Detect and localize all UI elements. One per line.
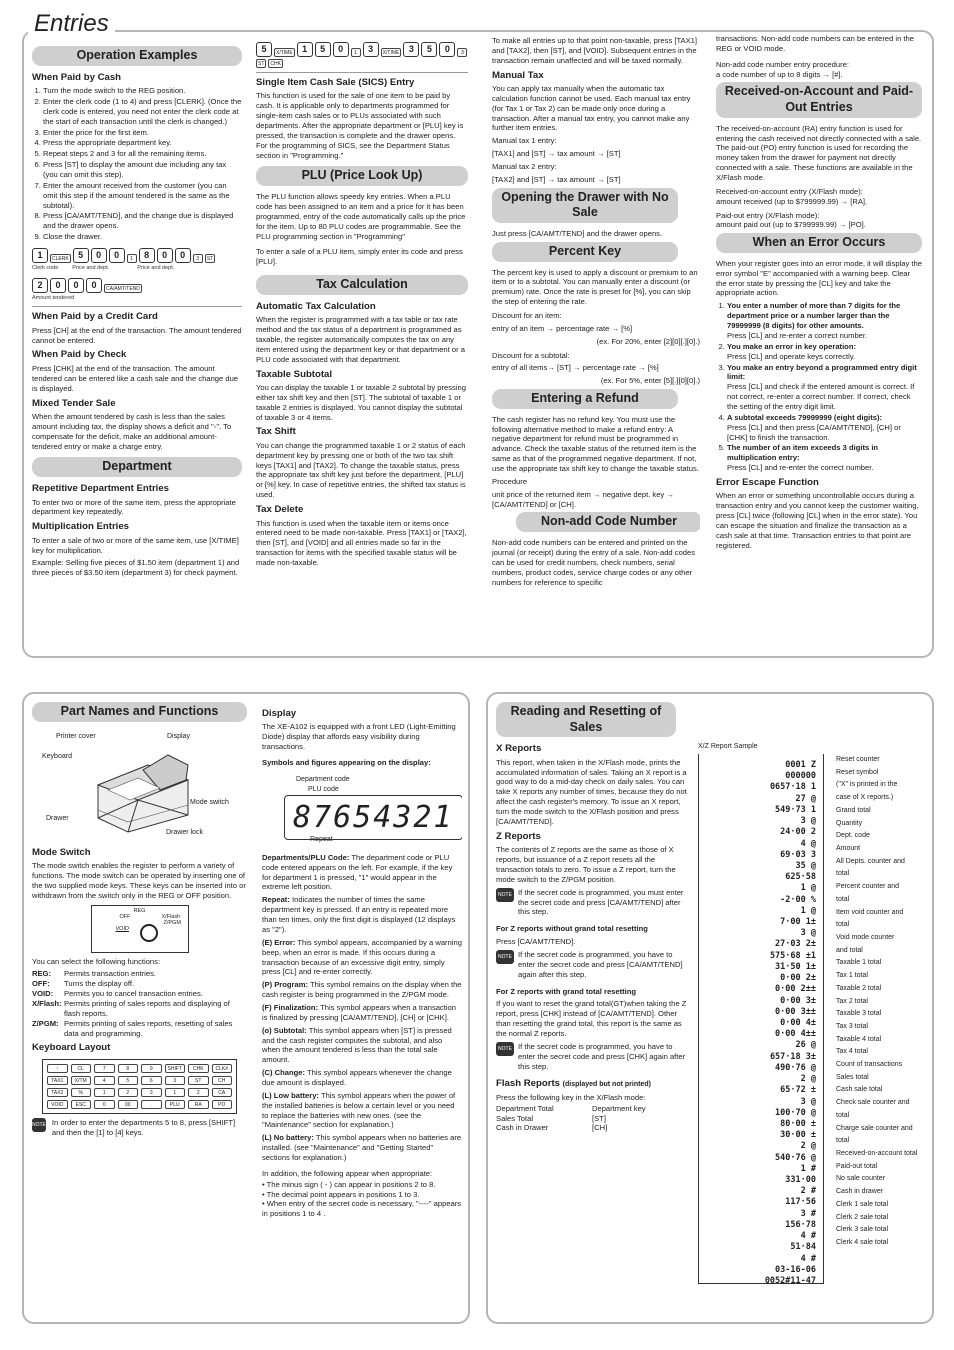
mode-switch-heading: Mode Switch — [32, 846, 91, 858]
section-plu: PLU (Price Look Up) — [256, 166, 468, 186]
rep-heading: Repetitive Department Entries — [32, 483, 170, 495]
display-symbol-list — [262, 853, 462, 1163]
receipt-line: 1 @ — [800, 905, 816, 916]
receipt-line: 625·58 — [785, 872, 816, 883]
error-item: 5. The number of an item exceeds 3 digits in multiplication entry: Press [CL] and re-enter the correct number. — [727, 443, 922, 473]
flash-table: Department Total Department key Sales Total [ST] Cash in Drawer [CH] — [496, 1103, 646, 1133]
note-text: If the secret code is programmed, you must enter the secret code and press [CA/AMT/TEND] after this step. — [518, 887, 684, 917]
display-heading: Display — [262, 708, 297, 719]
receipt-label: ("X" is printed in the — [836, 781, 898, 789]
z-no-gt-text: Press [CA/AMT/TEND]. — [496, 937, 576, 947]
z-gt-heading: For Z reports with grand total resetting — [496, 986, 637, 996]
section-parts: Part Names and Functions — [32, 702, 247, 722]
display-item: (E) Error: This symbol appears, accompanied by a warning beep, when an error is made. If this occurs during a transaction because of an excessive digit entry, simply press [CL] and re-enter correctly. — [262, 937, 462, 977]
note-1 — [496, 888, 691, 921]
receipt-label: Charge sale counter and — [836, 1124, 913, 1132]
label-xflash: X/Flash — [161, 913, 181, 920]
percent-item-seq: entry of an item → percentage rate → [%] — [492, 323, 633, 333]
sample-title: X/Z Report Sample — [698, 743, 758, 750]
cash-steps — [32, 86, 242, 242]
receipt-label: Amount — [836, 844, 861, 852]
receipt-line: 30·00 ± — [780, 1130, 816, 1141]
receipt-line: 1 # — [800, 1163, 816, 1174]
section-tax: Tax Calculation — [256, 275, 468, 295]
flash-heading: Flash Reports (displayed but not printed) — [496, 1078, 651, 1090]
receipt-label: total — [836, 1137, 850, 1145]
receipt-line: 540·76 @ — [775, 1152, 816, 1163]
plu-text: The PLU function allows speedy key entries. When a PLU code has been assigned to an item and a price for it has been programmed, entry of the code automatically calls up the price for the item. Up to 80 PLU codes are programmable. See the PLU programming section in "Programming" — [256, 192, 466, 241]
note-text: If the secret code is programmed, you have to enter the secret code and press [CHK] again after this step. — [518, 1041, 686, 1071]
receipt-line: 0657·18 1 — [769, 782, 816, 793]
receipt-line: 117·56 — [785, 1197, 816, 1208]
sics-heading: Single Item Cash Sale (SICS) Entry — [256, 77, 415, 88]
label-printer-cover: Printer cover — [56, 732, 96, 740]
display-bullet: • When entry of the secret code is necessary, "----" appears in positions 1 to 4 . — [262, 1199, 462, 1219]
receipt-line: 331·00 — [785, 1175, 816, 1186]
led-display: 87654321 — [284, 795, 462, 840]
receipt-line: 80·00 ± — [780, 1118, 816, 1129]
receipt-label: Dept. code — [836, 832, 870, 840]
manual-tax-2-label: Manual tax 2 entry: — [492, 162, 557, 172]
nonadd-continued: transactions. Non-add code numbers can be entered in the REG or VOID mode. — [716, 34, 914, 53]
receipt-label: Clerk 1 sale total — [836, 1200, 889, 1208]
display-item: (L) Low battery: This symbol appears when the power of the installed batteries is below a certain level or you need to replace the batteries with new ones. (see the "Maintenance" section for explanation.) — [262, 1090, 456, 1130]
receipt-line: 51·84 — [790, 1242, 816, 1253]
tax-shift-text: You can change the programmed taxable 1 or 2 status of each department key by pressing one or both of the two tax shift keys [TAX1] and [TAX2]. To change the taxable status, press the appropriate tax shift key just before the department, [PLU] or [%] key. In case of repetitive entries, the shifted tax status is used. — [256, 440, 466, 500]
receipt-label: Paid-out total — [836, 1162, 878, 1170]
mult-heading: Multiplication Entries — [32, 521, 130, 533]
column-3 — [492, 36, 700, 648]
display-bullet: • The minus sign ( - ) can appear in positions 2 to 8. — [262, 1179, 436, 1189]
ra-text: The received-on-account (RA) entry function is used for entering the cash received not directly connected with a sale. The paid-out (PO) entry function is used for recording the money taken from the drawer for payment not directly connected with a sale. These functions are available in the X/Flash mode. — [716, 123, 922, 182]
caption: Price and dept. — [72, 264, 110, 271]
functions-intro: You can select the following functions: — [32, 956, 161, 966]
percent-item-label: Discount for an item: — [492, 310, 562, 320]
display-also: In addition, the following appear when appropriate: — [262, 1168, 433, 1178]
caption: Price and dept. — [137, 264, 175, 271]
receipt-line: 575·68 ±1 — [769, 950, 816, 961]
error-item: 3. You make an entry beyond a programmed entry digit limit: Press [CL] and check if the entered amount is correct. If not correct, re-enter a correct number. If correct, check the setting of the entry digit limit. — [727, 363, 922, 412]
label-drawer: Drawer — [46, 814, 69, 822]
procedure-seq: unit price of the returned item → negative dept. key → [CA/AMT/TEND] or [CH]. — [492, 489, 674, 509]
step: 4. Press the appropriate department key. — [43, 138, 242, 148]
receipt-label: Clerk 3 sale total — [836, 1226, 889, 1234]
taxable-subtotal-heading: Taxable Subtotal — [256, 368, 333, 380]
percent-sub-seq: entry of all items→ [ST] → percentage rate → [%] — [492, 363, 659, 373]
mixed-heading: Mixed Tender Sale — [32, 397, 116, 409]
label-dept-code: Department code — [296, 775, 350, 783]
display-item: (F) Finalization: This symbol appears when a transaction is finalized by pressing [CA/AMT/TEND], [CH] or [CHK]. — [262, 1002, 457, 1022]
reports-column — [496, 700, 691, 1315]
receipt-line: 2 @ — [800, 1141, 816, 1152]
section-ra-po: Received-on-Account and Paid-Out Entries — [716, 82, 922, 117]
step: 7. Enter the amount received from the customer (you can omit this step if the amount tendered is the same as the subtotal). — [43, 181, 242, 211]
section-operation-examples: Operation Examples — [32, 46, 242, 66]
keyboard-layout-heading: Keyboard Layout — [32, 1042, 111, 1054]
mult-text: To enter a sale of two or more of the same item, use [X/TIME] key for multiplication. — [32, 535, 239, 555]
receipt-line: 35 @ — [795, 860, 816, 871]
step: 2. Enter the clerk code (1 to 4) and press [CLERK]. (Once the clerk code is entered, you need not enter the clerk code at the start of each transaction until the clerk is changed.) — [43, 97, 242, 127]
percent-sub-example: (ex. For 5%, enter [5][.][0][0].) — [600, 376, 700, 386]
receipt-line: 1 @ — [800, 883, 816, 894]
keyboard-note — [32, 1118, 247, 1141]
credit-heading: When Paid by a Credit Card — [32, 311, 158, 323]
column-1 — [32, 44, 242, 649]
note-text: If the secret code is programmed, you have to enter the secret code and press [CA/AMT/TEND] again after this step. — [518, 949, 683, 979]
step: 5. Repeat steps 2 and 3 for all the remaining items. — [43, 149, 242, 159]
display-item: Repeat: Indicates the number of times the same department key is pressed. If an entry is repeated more than ten times, only the first digit is displayed (12 displays as "2"). — [262, 895, 456, 934]
receipt-label: Grand total — [836, 806, 871, 814]
receipt-label: Tax 3 total — [836, 1022, 868, 1030]
receipt-line: 0·00 4± — [780, 1018, 816, 1028]
check-text: Press [CHK] at the end of the transaction. The amount tendered can be entered like a cash sale and the change due is displayed. — [32, 363, 239, 393]
receipt-line: 2 # — [800, 1186, 816, 1197]
ra-line-2: amount received (up to $799999.99) → [RA]. — [716, 196, 868, 206]
taxable-subtotal-text: You can display the taxable 1 or taxable 2 subtotal by pressing either tax shift key and then [ST]. The subtotal of taxable 1 or taxable 2 entries is displayed. You cannot display the subtotal of taxable 3 or 4 items. — [256, 382, 466, 422]
receipt-line: 4 @ — [800, 838, 816, 849]
step: 9. Close the drawer. — [43, 232, 242, 242]
note-icon: NOTE — [496, 888, 514, 902]
receipt-line: 27 @ — [795, 793, 816, 804]
receipt-line: 3 @ — [800, 1096, 816, 1107]
display-column — [262, 704, 462, 1316]
section-open-drawer: Opening the Drawer with No Sale — [492, 188, 678, 223]
tender-example-keys: 2 0 0 0 CA/AMT/TEND — [32, 278, 242, 293]
flash-text: Press the following key in the X/Flash mode: — [496, 1092, 646, 1102]
note-icon: NOTE — [496, 950, 514, 964]
procedure-label: Procedure — [492, 476, 528, 486]
receipt-label: total — [836, 1111, 850, 1119]
manual-tax-2-seq: [TAX2] and [ST] → tax amount → [ST] — [492, 174, 621, 184]
receipt-line: 2 @ — [800, 1074, 816, 1085]
parts-column — [32, 700, 247, 1315]
step: 1. Turn the mode switch to the REG position. — [43, 86, 242, 96]
column-2: 5 X/TIME 1 5 0 1 3 X/TIME 3 5 0 3 ST CHK Single Item Cash Sale (SICS) Entry This function is used for the sale of one item to be paid by cash. It is applicable only to departments programmed for single-item cash sales or to PLUs associated with such departments. After the appropriate department or [PLU] key is pressed, the transaction is complete and the drawer opens. For the programming of SICS, see the Department Status section in "Programming." PLU (Price Look Up) The PLU function allows speedy key entries. When a PLU code has been assigned to an item and a price for it has been programmed, entry of the code automatically calls up the price for the item. Up to 80 PLU codes are programmable. See the PLU programming section in "Programming" To enter a sale of a PLU item, simply enter its code and press [PLU]. Tax Calculation Automatic Tax Calculation When the register is programmed with a tax table or tax rate method and the tax status of a department is programmed as taxable, the register automatically computes the tax on any item entered using the department key or that department or a PLU code associated with that department. Taxable Subtotal You can display the taxable 1 or taxable 2 subtotal by pressing either tax shift key and then [ST]. The subtotal of taxable 1 or taxable 2 entries is displayed. You cannot display the subtotal of taxable 3 or 4 items. Tax Shift You can change the programmed taxable 1 or 2 status of each department key by pressing one or both of the two tax shift keys [TAX1] and [TAX2]. To change the taxable status, press the appropriate tax shift key just before the department, [PLU] or [%] key. In case of repetitive entries, the shifted tax status is used. Tax Delete This function is used when the taxable item or items once entered need to be made non-taxable. Press [TAX1] or [TAX2], then [ST], and [VOID] and all entries made so far in the transaction for items with the specified taxable status will be made non-taxable. — [256, 44, 467, 567]
credit-text: Press [CH] at the end of the transaction. The amount tendered cannot be entered. — [32, 325, 242, 345]
receipt-label: total — [836, 895, 850, 903]
receipt-label: Tax 2 total — [836, 997, 868, 1005]
receipt-label: and total — [836, 946, 863, 954]
x-reports-heading: X Reports — [496, 743, 542, 755]
keyboard-note-text: In order to enter the departments 5 to 8, press [SHIFT] and then the [1] to [4] keys. — [51, 1117, 236, 1137]
mode-switch-text: The mode switch enables the register to perform a variety of functions. The mode switch can be operated by inserting one of the two supplied mode keys. These keys can be inserted into or withdrawn from the switch only in the REG or OFF position. — [32, 861, 246, 900]
label-keyboard: Keyboard — [42, 752, 72, 760]
refund-text: The cash register has no refund key. You must use the following alternative method to make a refund entry: A negative department for refund must be programmed in advance. Check the taxable status of the returned item is the same as that of the programmed negative department. If not, use the appropriate tax shift key to change the taxable status. — [492, 414, 699, 474]
display-bullet: • The decimal point appears in positions 1 to 3. — [262, 1189, 420, 1199]
receipt-line: 3 @ — [800, 928, 816, 939]
receipt-label: Tax 1 total — [836, 972, 868, 980]
tax-delete-heading: Tax Delete — [256, 504, 304, 516]
receipt-label: Clerk 2 sale total — [836, 1213, 889, 1221]
x-reports-text: This report, when taken in the X/Flash mode, prints the accumulated information of sales. Taking an X report is a good way to do a mid-day check on daily sales. You can take X reports any number of times, because they do not affect the cash register's memory. To issue an X report, turn the mode switch to the X/Flash position and press [CA/AMT/TEND]. — [496, 757, 687, 826]
error-item: 2. You make an error in key operation: Press [CL] and operate keys correctly. — [727, 342, 922, 362]
display-item: (P) Program: This symbol remains on the display when the cash register is being programmed in the Z/PGM mode. — [262, 980, 462, 1000]
display-item: (L) No battery: This symbol appears when no batteries are installed. (see "Maintenance" and "Getting Started" sections for explanation.) — [262, 1133, 462, 1162]
label-drawer-lock: Drawer lock — [166, 828, 203, 836]
cash-example-keys: 1 CLERK 5 0 0 1 8 0 0 3 ST — [32, 248, 242, 263]
receipt-label: total — [836, 921, 850, 929]
nonadd-seq: a code number of up to 8 digits → [#]. — [716, 69, 843, 79]
mode-knob-icon — [140, 924, 158, 942]
receipt-line: 31·50 1± — [775, 961, 816, 972]
receipt-label: Check sale counter and — [836, 1099, 910, 1107]
receipt-label: Taxable 3 total — [836, 1010, 882, 1018]
receipt-line: 0·00 2± — [780, 973, 816, 984]
receipt-line: 3 @ — [800, 816, 816, 827]
error-list — [716, 301, 922, 473]
receipt-line: 24·00 2 — [780, 827, 816, 838]
tax-shift-heading: Tax Shift — [256, 426, 296, 438]
mult-example: Example: Selling five pieces of $1.50 item (department 1) and three pieces of $3.50 item (department 3) for check payment. — [32, 558, 240, 578]
receipt-label: Item void counter and — [836, 908, 904, 916]
note-2 — [496, 950, 691, 983]
receipt-line: 549·73 1 — [775, 804, 816, 815]
auto-tax-text: When the register is programmed with a tax table or tax rate method and the tax status of a department is programmed as taxable, the register automatically computes the tax on any item entered using the department key or that department or a PLU code associated with that department. — [256, 315, 465, 364]
display-item: (o) Subtotal: This symbol appears when [ST] is pressed and the cash register computes the subtotal, and also when the amount tendered is less than the total sale amount. — [262, 1025, 452, 1065]
nonadd-procedure: Non-add code number entry procedure: — [716, 59, 849, 69]
escape-heading: Error Escape Function — [716, 476, 819, 488]
section-error: When an Error Occurs — [716, 233, 922, 253]
receipt-label: Taxable 2 total — [836, 984, 882, 992]
label-void: VOID — [115, 925, 129, 932]
receipt-label: No sale counter — [836, 1175, 886, 1183]
section-reports: Reading and Resetting of Sales — [496, 702, 676, 737]
receipt-label: Taxable 1 total — [836, 959, 882, 967]
section-department: Department — [32, 457, 242, 477]
label-mode-switch: Mode switch — [190, 798, 229, 806]
receipt-label: All Depts. counter and — [836, 857, 905, 865]
auto-tax-heading: Automatic Tax Calculation — [256, 300, 376, 312]
receipt-line: 490·76 @ — [775, 1062, 816, 1073]
receipt-label: Reset symbol — [836, 768, 879, 776]
receipt-line: 156·78 — [785, 1219, 816, 1230]
z-no-gt-heading: For Z reports without grand total resetting — [496, 924, 648, 934]
register-illustration — [32, 728, 247, 843]
receipt-line: 7·00 1± — [780, 917, 816, 928]
receipt-line: -2·00 % — [780, 894, 816, 905]
receipt-label: Void mode counter — [836, 933, 895, 941]
z-reports-heading: Z Reports — [496, 830, 541, 842]
cash-heading: When Paid by Cash — [32, 71, 122, 83]
receipt-line: 0052#11-47 — [764, 1276, 816, 1286]
label-reg: REG — [133, 907, 146, 914]
receipt-label: Tax 4 total — [836, 1048, 868, 1056]
error-item: 4. A subtotal exceeds 79999999 (eight digits): Press [CL] and then press [CA/AMT/TEND], [CH] or [CHK] to finish the transaction. — [727, 413, 922, 443]
receipt-line: 65·72 ± — [780, 1085, 816, 1096]
receipt-label: Count of transactions — [836, 1061, 903, 1069]
receipt-line: 0·00 3± — [780, 995, 816, 1006]
percent-item-example: (ex. For 20%, enter [2][0][.][0].) — [596, 336, 700, 346]
display-diagram — [262, 771, 462, 841]
note-3 — [496, 1042, 691, 1075]
receipt-label: Percent counter and — [836, 883, 900, 891]
label-plu-code: PLU code — [308, 785, 339, 793]
receipt-label: Cash sale total — [836, 1086, 883, 1094]
mode-switch-diagram[interactable] — [91, 905, 189, 953]
error-text: When your register goes into an error mode, it will display the error symbol "E" accompanied with a warning beep. Clear the error state by pressing the [CL] key and take the appropriate action. — [716, 258, 922, 298]
caption: Amount tendered — [32, 295, 75, 302]
step: 3. Enter the price for the first item. — [43, 128, 242, 138]
receipt-label: Received-on-account total — [836, 1150, 918, 1158]
receipt-label: case of X reports.) — [836, 794, 894, 802]
receipt-label: Cash in drawer — [836, 1188, 884, 1196]
receipt-line: 0·00 2±± — [775, 984, 816, 995]
step: 6. Press [ST] to display the amount due including any tax (you can omit this step). — [43, 160, 242, 180]
note-icon: NOTE — [496, 1042, 514, 1056]
label-off: OFF — [119, 913, 131, 920]
sics-keys: 5 X/TIME 1 5 0 1 3 X/TIME 3 5 0 3 — [256, 42, 468, 57]
receipt-label: Taxable 4 total — [836, 1035, 882, 1043]
receipt-line: 0·00 3±± — [775, 1006, 816, 1017]
receipt-line: 03-16-06 — [775, 1264, 816, 1275]
receipt-line: 0001 Z — [785, 760, 816, 770]
receipt-label: total — [836, 870, 850, 878]
receipt-line: 100·70 @ — [775, 1107, 816, 1118]
receipt-line: 27·03 2± — [775, 939, 816, 950]
note-icon: NOTE — [32, 1118, 46, 1132]
manual-tax-1-seq: [TAX1] and [ST] → tax amount → [ST] — [492, 149, 621, 159]
section-refund: Entering a Refund — [492, 389, 678, 409]
cash-example-captions — [32, 265, 242, 272]
keyboard-layout: ↑ CL 7 8 9 SHIFT CHK CLK# TAX1 X/TM 4 5 6 3 ST CH TAX2 % 1 2 3 1 2 CA VOID ESC 0 00 . PLU RA PO — [42, 1059, 237, 1114]
error-item: 1. You enter a number of more than 7 digits for the department price or a number larger than the 79999999 (8 digits) for other amounts. Press [CL] and re-enter a correct number. — [727, 301, 922, 340]
receipt-line: 26 @ — [795, 1040, 816, 1051]
receipt-line: 4 # — [800, 1253, 816, 1264]
po-line-2: amount paid out (up to $799999.99) → [PO]. — [716, 220, 866, 230]
receipt-line: 000000 — [785, 771, 816, 782]
caption: Clerk code — [32, 264, 59, 271]
receipt-line: 69·03 3 — [780, 849, 816, 860]
po-line-1: Paid-out entry (X/Flash mode): — [716, 210, 820, 220]
label-zpgm: Z/PGM — [163, 919, 181, 926]
receipt-label: Sales total — [836, 1073, 869, 1081]
ra-line-1: Received-on-account entry (X/Flash mode): — [716, 186, 863, 196]
step: 8. Press [CA/AMT/TEND], and the change due is displayed and the drawer opens. — [43, 211, 242, 231]
z-gt-text: If you want to reset the grand total(GT)when taking the Z report, press [CHK] instead of [CA/AMT/TEND]. Other than resetting the grand total, this report is the same as the normal Z reports. — [496, 999, 687, 1038]
mixed-text: When the amount tendered by cash is less than the sales amount including tax, the display shows a deficit and "◦". To compensate for the deficit, make an additional amount-tendered entry or make a charge entry. — [32, 411, 232, 451]
escape-text: When an error or something uncontrollable occurs during a transaction entry and you cannot keep the customer waiting, press [CL] twice (following [CL] when in the error state). You can escape the situation and finalize the transaction as a cash sale at that time. Transaction entries to that point are registered. — [716, 491, 919, 550]
percent-sub-label: Discount for a subtotal: — [492, 350, 570, 360]
page-title: Entries — [28, 10, 115, 39]
plu-text-2: To enter a sale of a PLU item, simply enter its code and press [PLU]. — [256, 247, 463, 267]
z-reports-text: The contents of Z reports are the same as those of X reports, but issuance of a Z report resets all the transaction totals to zero. To issue a Z report, turn the mode switch to the Z/PGM position. — [496, 845, 676, 884]
manual-tax-1-label: Manual tax 1 entry: — [492, 136, 557, 146]
label-repeat: Repeat — [310, 835, 333, 843]
nonadd-text: Non-add code numbers can be entered and printed on the journal (or receipt) during the entry of a sale. Non-add codes can be used for credit numbers, check numbers, serial numbers, product codes, service charge codes or any other numbers for reference to specific — [492, 538, 696, 587]
receipt-line: 657·18 3± — [769, 1051, 816, 1062]
display-item: Departments/PLU Code: The department code or PLU code entered appears on the left. For example, if the key for department 1 is pressed, "1" would appear in the extreme left position. — [262, 852, 453, 892]
display-item: (C) Change: This symbol appears whenever the change due amount is displayed. — [262, 1068, 452, 1087]
percent-text: The percent key is used to apply a discount or premium to an item or to a subtotal. You can manually enter a discount (or premium) rate. Once the rate is preset for [%], you can skip the step of entering the rate. — [492, 267, 698, 307]
receipt-line: 0·00 4±± — [775, 1029, 816, 1040]
open-drawer-text: Just press [CA/AMT/TEND] and the drawer opens. — [492, 229, 663, 239]
tax-delete-continued: To make all entries up to that point non-taxable, press [TAX1] and [TAX2], then [ST], and [VOID]. Subsequent entries in the transaction remain unaffected and will be taxed normally. — [492, 36, 698, 65]
symbols-heading: Symbols and figures appearing on the display: — [262, 758, 431, 768]
receipt-line: 3 # — [800, 1208, 816, 1219]
section-nonadd: Non-add Code Number — [516, 512, 700, 532]
receipt-label: Clerk 4 sale total — [836, 1239, 889, 1246]
cash-register-drawing — [88, 740, 198, 835]
display-text: The XE-A102 is equipped with a front LED (Light-Emitting Diode) display that affords easy visibility during transactions. — [262, 722, 456, 752]
check-heading: When Paid by Check — [32, 349, 127, 361]
receipt-label: Reset counter — [836, 756, 880, 763]
manual-tax-text: You can apply tax manually when the automatic tax calculation function cannot be used. Each manual tax entry (for Tax 1 or Tax 2) can be made only once during a transaction. After a manual tax entry, you cannot make any further item entries. — [492, 84, 691, 133]
tax-delete-text: This function is used when the taxable item or items once entered need to be made non-taxable. Press [TAX1] or [TAX2], then [ST], and [VOID] and all entries made so far in the transaction for items with the specified taxable status will be made non-taxable. — [256, 518, 467, 567]
sics-text: This function is used for the sale of one item to be paid by cash. It is applicable only to departments programmed for single-item cash sales or to PLUs associated with such departments. After the appropriate department or [PLU] key is pressed, the transaction is complete and the drawer opens. For the programming of SICS, see the Department Status section in "Programming." — [256, 91, 464, 160]
section-percent-key: Percent Key — [492, 242, 678, 262]
receipt-line: 4 # — [800, 1231, 816, 1242]
rep-text: To enter two or more of the same item, press the appropriate department key repeatedly. — [32, 497, 236, 517]
label-display: Display — [167, 732, 190, 740]
functions-table: REG: Permits transaction entries. OFF: Turns the display off. VOID: Permits you to cancel transaction entries. X/Flash: Permits printing of sales reports and displaying of flash reports. Z/PGM: Permits printing of sales reports, resetting of sales data and programming. — [32, 969, 233, 1038]
column-4 — [716, 34, 922, 648]
receipt-label: Quantity — [836, 819, 863, 827]
manual-tax-heading: Manual Tax — [492, 69, 544, 81]
